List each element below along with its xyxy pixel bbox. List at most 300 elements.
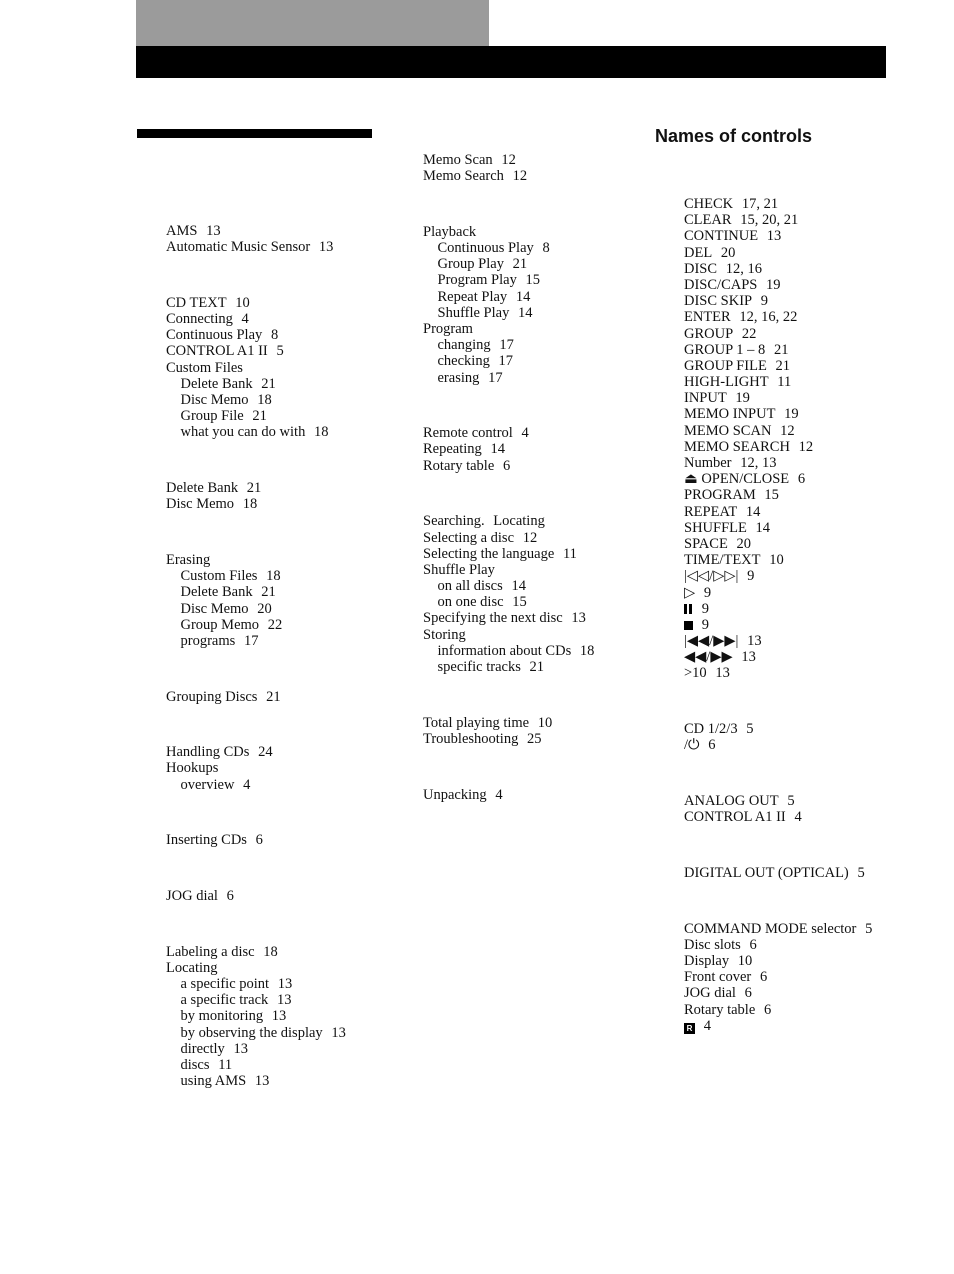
entry-page-ref: 14 [490,441,505,458]
index-entry [166,944,346,960]
index-subentry [166,1008,346,1024]
entry-term: Handling CDs [166,744,250,761]
entry-page-ref: 4 [241,311,249,328]
index-entry [684,585,872,601]
group-gap [423,386,594,426]
index-entry [166,360,346,376]
entry-term: Delete Bank [166,480,239,497]
entry-page-ref: 8 [542,240,550,257]
entry-page-ref: 6 [749,936,757,953]
index-entry [684,406,872,422]
index-subentry [166,633,346,649]
entry-term: JOG dial [166,888,218,904]
index-entry [684,737,872,753]
entry-page-ref: 10 [737,952,753,969]
remote-sensor-icon: R [684,1023,695,1034]
index-entry [166,480,346,496]
index-entry [423,610,594,626]
index-subentry [423,256,594,272]
entry-term: a specific track [180,992,269,1009]
entry-term: Memo Search [423,168,504,185]
entry-page-ref: 21 [246,480,262,497]
entry-term: a specific point [180,976,270,993]
index-entry [684,617,872,633]
entry-term: CLEAR [684,212,732,229]
index-subentry [166,777,346,793]
index-column-3 [684,196,872,1034]
entry-term: Group File [180,408,244,425]
entry-term: specific tracks [437,659,521,675]
entry-page-ref: 15 [764,487,779,504]
entry-term: Inserting CDs [166,832,247,849]
index-entry [684,568,872,584]
index-entry [423,425,594,441]
entry-term: SHUFFLE [684,519,747,536]
index-subentry [166,1073,346,1089]
index-entry [166,689,346,705]
entry-page-ref: 13 [747,633,762,650]
group-gap [423,675,594,715]
entry-term: directly [180,1040,225,1057]
index-entry [166,327,346,343]
entry-page-ref: 21 [261,375,276,392]
index-subentry [423,578,594,594]
entry-term: CONTINUE [684,228,759,245]
index-subentry [423,594,594,610]
entry-page-ref: 4 [794,809,802,826]
index-entry [166,744,346,760]
entry-page-ref: 5 [865,920,873,937]
entry-term: Number [684,455,732,471]
entry-term: >10 [684,665,707,682]
index-entry [684,937,872,953]
pause-icon [684,604,693,614]
entry-page-ref: 9 [760,293,769,310]
entry-page-ref: 13 [766,228,782,245]
entry-page-ref: 14 [511,578,526,595]
entry-page-ref: 6 [797,471,806,488]
entry-term: using AMS [180,1073,247,1090]
index-subentry [166,992,346,1008]
index-subentry [166,376,346,392]
entry-page-ref: 13 [715,665,730,682]
index-subentry [166,568,346,584]
entry-page-ref: 18 [263,943,278,960]
index-subentry [166,1025,346,1041]
index-entry [423,224,594,240]
index-entry [684,601,872,617]
index-subentry [423,289,594,305]
entry-term: Remote control [423,425,513,442]
group-gap [166,849,346,889]
entry-term: Locating [166,959,218,976]
entry-term: DISC/CAPS [684,276,758,293]
entry-term: Searching. [423,513,485,530]
entry-page-ref: 10 [537,714,553,731]
index-entry [684,665,872,681]
entry-term: MEMO SCAN [684,422,772,439]
index-entry [684,228,872,244]
index-subentry [166,601,346,617]
entry-term: Group Memo [180,616,260,633]
entry-term: CD TEXT [166,294,227,311]
entry-term: Automatic Music Sensor [166,239,311,256]
index-entry [166,888,346,904]
index-entry [684,865,872,881]
entry-term: Shuffle Play [423,561,495,578]
entry-page-ref: 6 [255,832,263,849]
index-subentry [423,272,594,288]
group-gap [166,904,346,944]
entry-page-ref: 20 [257,600,272,617]
entry-page-ref: 18 [257,392,272,408]
entry-term: Connecting [166,311,233,328]
entry-term: Disc Memo [166,496,235,513]
entry-page-ref: 12 [512,168,528,185]
entry-term: COMMAND MODE selector [684,920,857,937]
index-subentry [423,659,594,675]
entry-term: by observing the display [180,1024,323,1041]
index-entry [423,731,594,747]
entry-term: discs [180,1057,210,1073]
index-entry [684,633,872,649]
entry-term: Repeat Play [437,288,508,305]
entry-page-ref: 13 [741,649,756,666]
entry-page-ref: 15 [512,594,527,611]
group-gap [423,184,594,224]
entry-page-ref: 5 [787,793,795,809]
entry-page-ref: 13 [233,1040,248,1057]
entry-term: Rotary table [423,457,495,474]
entry-term: /⏻ [684,737,700,754]
index-entry [684,326,872,342]
entry-page-ref: 9 [703,584,712,601]
entry-term: GROUP FILE [684,357,767,374]
index-subentry [423,240,594,256]
entry-term: Troubleshooting [423,730,519,747]
entry-term: ▷ [684,584,696,601]
entry-page-ref: 14 [515,288,531,305]
entry-term: PROGRAM [684,487,756,504]
index-entry [684,985,872,1001]
entry-term: what you can do with [180,424,306,441]
index-entry [423,715,594,731]
index-entry [684,552,872,568]
entry-page-ref: 25 [527,730,542,747]
entry-term: CHECK [684,196,734,212]
entry-term: Continuous Play [437,240,534,257]
entry-term: Memo Scan [423,152,493,168]
index-entry [166,760,346,776]
entry-term: erasing [437,369,480,386]
group-gap [423,474,594,514]
entry-page-ref: 15, 20, 21 [740,212,799,229]
index-subentry [166,392,346,408]
entry-page-ref: 22 [267,616,283,633]
index-subentry [166,584,346,600]
entry-page-ref: 13 [276,992,292,1009]
entry-term: Disc Memo [180,600,249,617]
entry-page-ref: 9 [701,600,709,617]
index-subentry [423,370,594,386]
entry-term: Playback [423,223,477,240]
entry-term: CONTROL A1 II [166,343,268,360]
entry-page-ref: 11 [218,1057,233,1073]
entry-page-ref: 4 [703,1017,711,1034]
entry-page-ref: 13 [271,1008,287,1025]
entry-term: Hookups [166,760,219,777]
entry-term: SPACE [684,535,728,552]
entry-term: checking [437,353,490,370]
entry-term: Program Play [437,272,517,289]
entry-page-ref: 12 [780,422,795,439]
entry-page-ref: 17 [498,353,514,370]
entry-page-ref: 12 [501,152,516,168]
entry-page-ref: 13 [254,1073,270,1090]
entry-term: Repeating [423,441,482,458]
entry-page-ref: 14 [755,519,771,536]
index-entry [684,358,872,374]
entry-page-ref: 24 [258,744,273,761]
index-entry [423,321,594,337]
entry-term: on one disc [437,594,504,611]
index-subentry [423,337,594,353]
entry-page-ref: 18 [579,642,595,659]
entry-page-ref: 17 [243,632,259,649]
index-entry [684,487,872,503]
entry-term: Selecting the language [423,545,555,562]
entry-term: Shuffle Play [437,304,510,321]
entry-page-ref: 19 [784,406,799,423]
entry-term: Unpacking [423,786,487,803]
entry-page-ref: 21 [512,256,528,273]
entry-term: Delete Bank [180,375,253,392]
index-entry [684,721,872,737]
entry-page-ref: 6 [708,737,716,754]
entry-term: JOG dial [684,985,736,1002]
index-entry [684,471,872,487]
entry-term: Display [684,952,730,969]
entry-page-ref: 6 [502,457,511,474]
entry-term: information about CDs [437,642,572,659]
entry-term: Group Play [437,256,504,273]
entry-page-ref: 19 [735,390,750,407]
index-entry [684,520,872,536]
entry-term: HIGH-LIGHT [684,374,769,391]
entry-term: INPUT [684,390,727,407]
index-entry [166,552,346,568]
group-gap [684,754,872,794]
entry-term: DEL [684,244,713,261]
entry-page-ref: 14 [745,503,761,520]
entry-term: |◀◀/▶▶| [684,633,739,650]
entry-page-ref: 19 [766,276,781,293]
index-entry [423,458,594,474]
index-column-1 [166,223,346,1089]
index-entry [684,342,872,358]
entry-term: TIME/TEXT [684,552,761,569]
entry-page-ref: 18 [266,568,281,585]
header-gray-tab [136,0,489,46]
group-gap [684,825,872,865]
index-entry [423,513,594,529]
index-entry [166,343,346,359]
entry-page-ref: 21 [529,659,545,675]
entry-page-ref: 17 [499,337,514,354]
entry-page-ref: Locating [493,513,545,530]
entry-page-ref: 4 [243,776,251,793]
entry-page-ref: 13 [571,610,586,627]
entry-page-ref: 11 [562,545,577,562]
entry-term: overview [180,776,235,793]
index-subentry [166,976,346,992]
index-entry [423,530,594,546]
names-of-controls-heading: Names of controls [655,126,813,146]
index-subentry [423,643,594,659]
index-entry [166,223,346,239]
group-gap [684,881,872,921]
entry-term: DIGITAL OUT (OPTICAL) [684,864,849,881]
entry-term: by monitoring [180,1008,264,1025]
index-entry [684,1002,872,1018]
index-entry [684,196,872,212]
index-entry [684,921,872,937]
entry-page-ref: 10 [235,294,250,311]
entry-page-ref: 12 [522,529,538,546]
column-heading-rule [137,129,372,138]
index-entry [684,953,872,969]
entry-page-ref: 20 [720,244,736,261]
entry-term: Labeling a disc [166,943,255,960]
entry-term: Custom Files [180,568,258,585]
group-gap [166,649,346,689]
entry-term: GROUP [684,325,734,342]
entry-term: Custom Files [166,359,243,376]
entry-term: GROUP 1 – 8 [684,341,766,358]
index-subentry [166,617,346,633]
entry-term: MEMO INPUT [684,406,776,423]
entry-page-ref: 8 [270,327,279,344]
entry-term: Total playing time [423,714,530,731]
entry-page-ref: 9 [701,616,709,633]
index-entry [684,793,872,809]
entry-page-ref: 12, 16 [725,260,762,277]
index-column-2 [423,152,594,803]
index-entry [166,496,346,512]
entry-page-ref: 5 [746,721,754,738]
entry-term: ENTER [684,309,731,326]
entry-page-ref: 21 [266,688,281,705]
entry-page-ref: 21 [252,408,267,425]
entry-page-ref: 14 [518,304,533,321]
entry-page-ref: 6 [744,985,752,1002]
entry-page-ref: 6 [763,1001,772,1018]
entry-page-ref: 21 [261,584,276,601]
index-entry [684,390,872,406]
index-entry [684,212,872,228]
entry-page-ref: 10 [769,552,784,569]
index-entry [423,562,594,578]
entry-term: Disc Memo [180,392,249,408]
entry-page-ref: 13 [318,239,334,256]
entry-term: REPEAT [684,503,738,520]
entry-term: DISC SKIP [684,293,753,310]
header-black-bar [136,46,886,78]
entry-page-ref: 11 [777,374,792,391]
entry-page-ref: 9 [747,568,755,585]
entry-term: Program [423,321,473,337]
entry-page-ref: 12, 13 [740,455,777,471]
entry-page-ref: 17, 21 [741,196,779,212]
index-entry [166,311,346,327]
index-entry [423,787,594,803]
index-subentry [166,1041,346,1057]
index-entry [423,441,594,457]
entry-term: Erasing [166,551,211,568]
group-gap [166,705,346,745]
group-gap [423,747,594,787]
group-gap [166,255,346,295]
index-entry [684,245,872,261]
entry-page-ref: 4 [521,425,529,442]
entry-page-ref: 13 [277,976,293,993]
entry-term: CONTROL A1 II [684,809,786,826]
entry-page-ref: 15 [525,272,541,289]
entry-page-ref: 6 [226,888,234,904]
index-entry [684,649,872,665]
index-entry [166,295,346,311]
index-subentry [423,353,594,369]
group-gap [684,682,872,722]
index-entry [684,277,872,293]
entry-page-ref: 12, 16, 22 [739,309,798,326]
entry-term: |◁◁/▷▷| [684,568,739,585]
entry-page-ref: 4 [495,786,503,803]
index-subentry [166,408,346,424]
entry-term: CD 1/2/3 [684,721,738,738]
entry-term: ⏏ OPEN/CLOSE [684,471,790,488]
index-entry [423,546,594,562]
entry-page-ref: 18 [314,424,329,441]
index-entry [684,504,872,520]
index-entry [684,423,872,439]
entry-page-ref: 22 [741,325,757,342]
index-subentry [166,1057,346,1073]
stop-icon [684,621,693,630]
entry-page-ref: 5 [276,343,284,360]
index-entry [423,152,594,168]
index-entry [684,809,872,825]
index-entry [684,261,872,277]
index-entry [684,455,872,471]
entry-term: ANALOG OUT [684,793,779,809]
entry-term: Selecting a disc [423,529,515,546]
entry-term: Continuous Play [166,327,263,344]
entry-term: Disc slots [684,936,741,953]
entry-page-ref: 20 [736,535,751,552]
index-entry [166,239,346,255]
index-entry [423,168,594,184]
entry-page-ref: 17 [488,369,503,386]
entry-page-ref: 13 [206,223,221,239]
entry-term: Grouping Discs [166,688,258,705]
entry-term: MEMO SEARCH [684,438,790,455]
entry-term: Storing [423,626,466,643]
index-entry [684,439,872,455]
entry-term: DISC [684,260,718,277]
entry-term: on all discs [437,578,503,595]
entry-page-ref: 12 [798,438,814,455]
